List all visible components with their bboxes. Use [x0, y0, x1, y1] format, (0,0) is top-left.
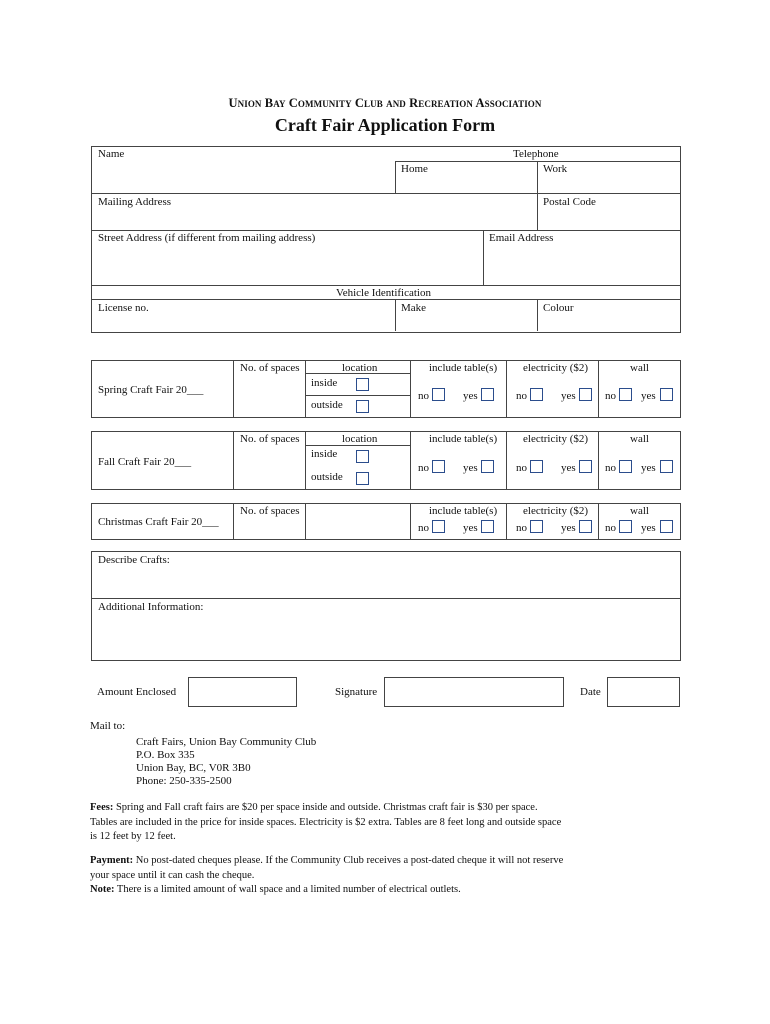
postal-code-field[interactable]: Postal Code: [543, 196, 596, 208]
spring-inside-label: inside: [311, 377, 338, 389]
spring-tables-no-checkbox[interactable]: [432, 388, 445, 401]
colour-field[interactable]: Colour: [543, 302, 574, 314]
mail-phone: Phone: 250-335-2500: [136, 775, 232, 787]
note-label: Note:: [90, 884, 115, 895]
fall-tables-label: include table(s): [429, 433, 498, 445]
name-field[interactable]: Name: [98, 148, 125, 160]
christmas-elec-yes-label: yes: [561, 522, 576, 534]
spring-location-label: location: [342, 362, 378, 374]
fees-text-2: Tables are included in the price for inside spaces. Electricity is $2 extra. Tables are 8 feet long and outside space: [90, 816, 562, 828]
spring-wall-no-checkbox[interactable]: [619, 388, 632, 401]
spring-tables-yes-checkbox[interactable]: [481, 388, 494, 401]
amount-enclosed-input[interactable]: [188, 677, 297, 707]
christmas-tables-no-label: no: [418, 522, 429, 534]
spring-outside-label: outside: [311, 399, 343, 411]
fall-elec-no-label: no: [516, 462, 527, 474]
fall-tables-yes-label: yes: [463, 462, 478, 474]
page-title: Craft Fair Application Form: [274, 115, 496, 135]
fall-outside-checkbox[interactable]: [356, 472, 369, 485]
fees-text-3: is 12 feet by 12 feet.: [90, 831, 176, 842]
spring-elec-no-checkbox[interactable]: [530, 388, 543, 401]
payment-label: Payment:: [90, 855, 134, 866]
fall-inside-label: inside: [311, 448, 338, 460]
christmas-wall-no-checkbox[interactable]: [619, 520, 632, 533]
fees-label: Fees:: [90, 802, 114, 813]
christmas-wall-label: wall: [630, 505, 649, 517]
mail-address-line1: Craft Fairs, Union Bay Community Club: [136, 736, 317, 748]
email-field[interactable]: Email Address: [489, 232, 554, 244]
spring-wall-label: wall: [630, 362, 649, 374]
christmas-tables-no-checkbox[interactable]: [432, 520, 445, 533]
fall-inside-checkbox[interactable]: [356, 450, 369, 463]
christmas-wall-yes-label: yes: [641, 522, 656, 534]
amount-enclosed-label: Amount Enclosed: [97, 686, 177, 698]
fall-location-label: location: [342, 433, 378, 445]
signature-input[interactable]: [384, 677, 564, 707]
fall-tables-no-checkbox[interactable]: [432, 460, 445, 473]
mail-to-label: Mail to:: [90, 720, 126, 732]
license-field[interactable]: License no.: [98, 302, 149, 314]
fall-wall-no-checkbox[interactable]: [619, 460, 632, 473]
spring-inside-checkbox[interactable]: [356, 378, 369, 391]
fall-wall-no-label: no: [605, 462, 616, 474]
fall-wall-yes-label: yes: [641, 462, 656, 474]
spring-wall-yes-label: yes: [641, 390, 656, 402]
payment-paragraph: [90, 854, 610, 898]
date-label: Date: [580, 686, 601, 698]
christmas-tables-yes-checkbox[interactable]: [481, 520, 494, 533]
describe-crafts-label: Describe Crafts:: [98, 554, 170, 566]
christmas-elec-yes-checkbox[interactable]: [579, 520, 592, 533]
christmas-tables-label: include table(s): [429, 505, 498, 517]
spring-tables-label: include table(s): [429, 362, 498, 374]
spring-elec-yes-checkbox[interactable]: [579, 388, 592, 401]
spring-tables-no-label: no: [418, 390, 429, 402]
fall-elec-yes-checkbox[interactable]: [579, 460, 592, 473]
work-phone-field[interactable]: Work: [543, 163, 568, 175]
fall-wall-label: wall: [630, 433, 649, 445]
fall-tables-no-label: no: [418, 462, 429, 474]
christmas-fair-label: Christmas Craft Fair 20___: [98, 516, 219, 528]
organization-name: Union Bay Community Club and Recreation Association: [228, 96, 542, 110]
payment-text-1: No post-dated cheques please. If the Community Club receives a post-dated cheque it will not reserve: [133, 855, 564, 866]
fees-paragraph: [90, 801, 610, 845]
telephone-label: Telephone: [513, 148, 559, 160]
mail-address-line3: Union Bay, BC, V0R 3B0: [136, 762, 251, 774]
fall-electricity-label: electricity ($2): [523, 433, 589, 445]
signature-label: Signature: [335, 686, 378, 698]
fall-elec-yes-label: yes: [561, 462, 576, 474]
date-input[interactable]: [607, 677, 680, 707]
spring-tables-yes-label: yes: [463, 390, 478, 402]
spring-wall-yes-checkbox[interactable]: [660, 388, 673, 401]
spring-outside-checkbox[interactable]: [356, 400, 369, 413]
spring-elec-yes-label: yes: [561, 390, 576, 402]
spring-wall-no-label: no: [605, 390, 616, 402]
fall-outside-label: outside: [311, 471, 343, 483]
fall-elec-no-checkbox[interactable]: [530, 460, 543, 473]
fees-text-1: Spring and Fall craft fairs are $20 per space inside and outside. Christmas craft fair is $30 per space.: [113, 802, 538, 813]
additional-info-label: Additional Information:: [98, 601, 204, 613]
spring-spaces-field[interactable]: No. of spaces: [240, 362, 300, 374]
christmas-wall-yes-checkbox[interactable]: [660, 520, 673, 533]
christmas-electricity-label: electricity ($2): [523, 505, 589, 517]
fall-wall-yes-checkbox[interactable]: [660, 460, 673, 473]
christmas-elec-no-checkbox[interactable]: [530, 520, 543, 533]
spring-fair-label: Spring Craft Fair 20___: [98, 384, 204, 396]
spring-electricity-label: electricity ($2): [523, 362, 589, 374]
make-field[interactable]: Make: [401, 302, 427, 314]
christmas-spaces-field[interactable]: No. of spaces: [240, 505, 300, 517]
home-phone-field[interactable]: Home: [401, 163, 428, 175]
mailing-address-field[interactable]: Mailing Address: [98, 196, 172, 208]
payment-text-2: your space until it can cash the cheque.: [90, 869, 255, 881]
street-address-field[interactable]: Street Address (if different from mailing address): [98, 232, 316, 244]
spring-elec-no-label: no: [516, 390, 527, 402]
fall-spaces-field[interactable]: No. of spaces: [240, 433, 300, 445]
mail-address-line2: P.O. Box 335: [136, 749, 195, 761]
vehicle-id-label: Vehicle Identification: [336, 287, 431, 299]
christmas-wall-no-label: no: [605, 522, 616, 534]
christmas-elec-no-label: no: [516, 522, 527, 534]
fall-fair-label: Fall Craft Fair 20___: [98, 456, 192, 468]
note-text: There is a limited amount of wall space and a limited number of electrical outlets.: [114, 884, 461, 895]
fall-tables-yes-checkbox[interactable]: [481, 460, 494, 473]
christmas-tables-yes-label: yes: [463, 522, 478, 534]
